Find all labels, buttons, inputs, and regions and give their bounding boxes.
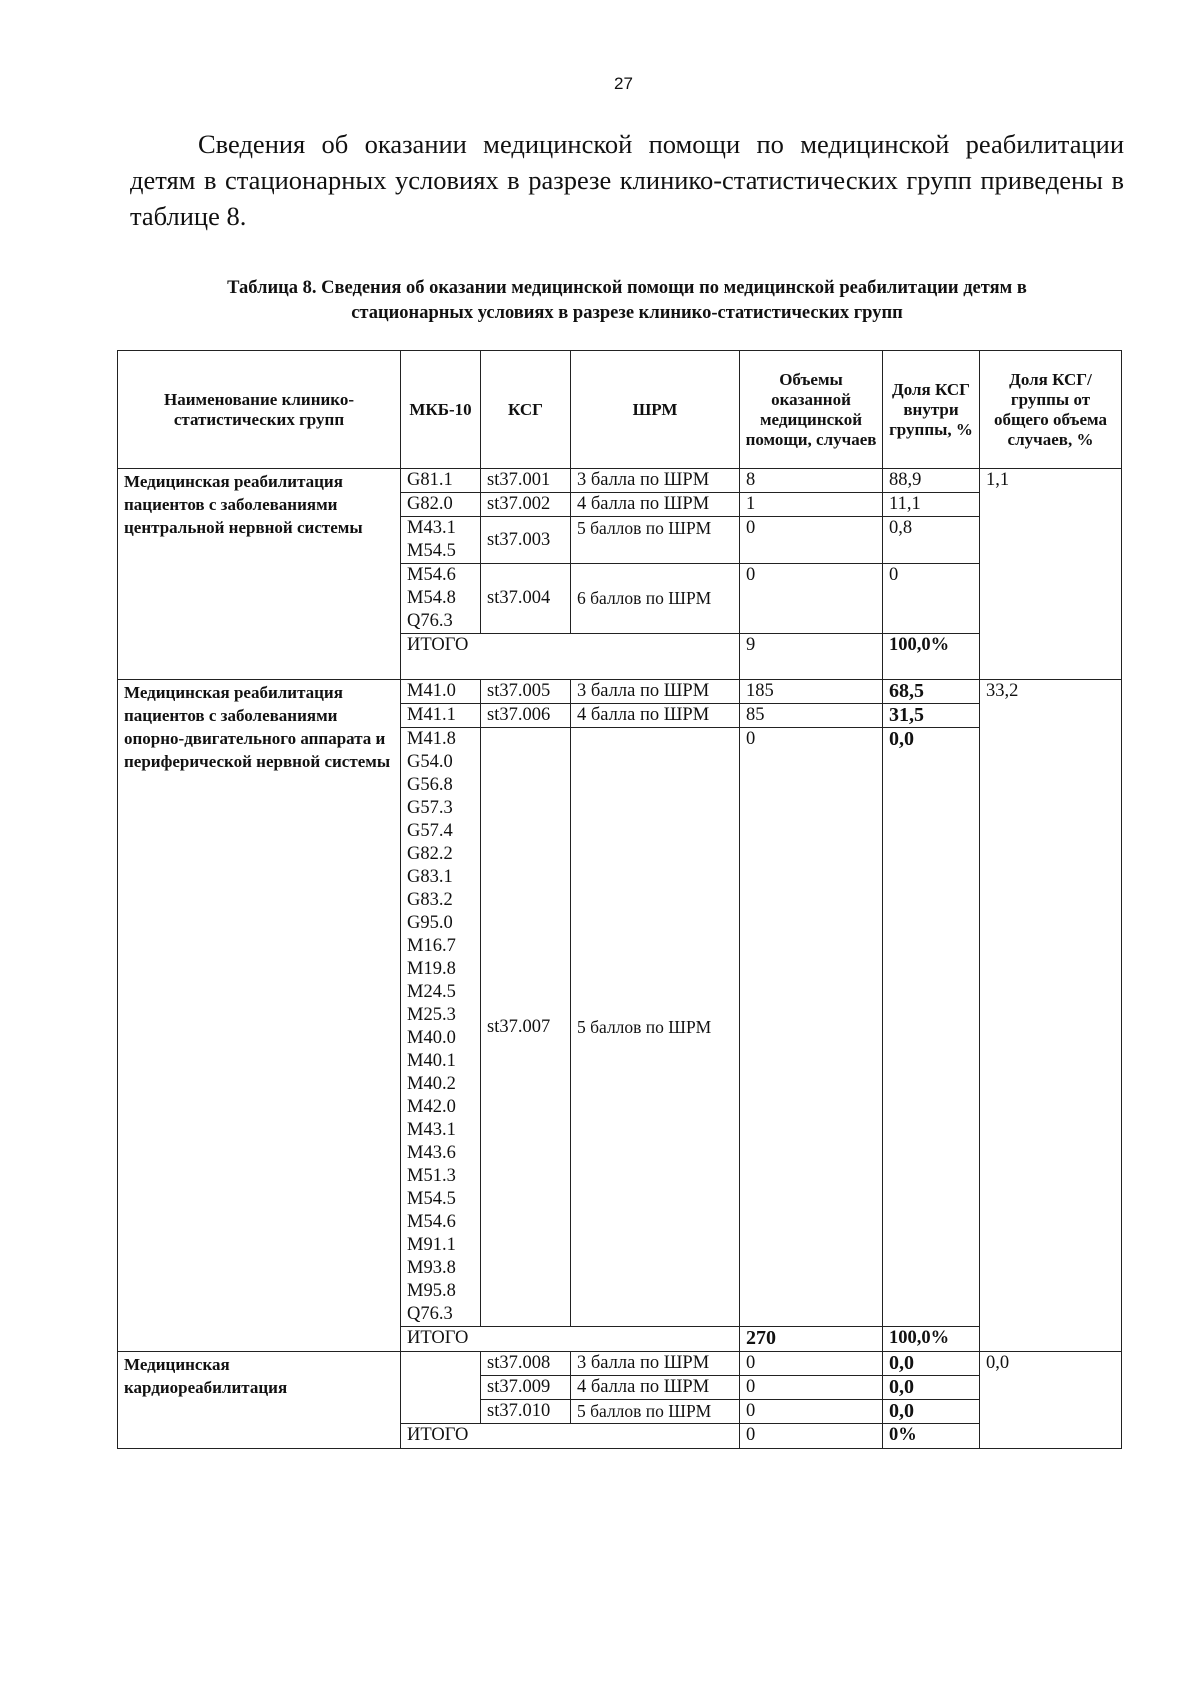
ksg-cell: st37.003: [481, 517, 571, 564]
ksg-cell: st37.009: [481, 1376, 571, 1400]
ksg-cell: st37.007: [481, 728, 571, 1327]
share-cell: 68,5: [883, 680, 980, 704]
share-total-cell: 33,2: [980, 680, 1122, 1352]
shrm-cell: 6 баллов по ШРМ: [571, 564, 740, 634]
shrm-cell: 3 балла по ШРМ: [571, 1352, 740, 1376]
volume-cell: 185: [740, 680, 883, 704]
ksg-cell: st37.008: [481, 1352, 571, 1376]
share-cell: 11,1: [883, 493, 980, 517]
total-label: ИТОГО: [401, 1424, 740, 1449]
total-volume: 9: [740, 634, 883, 680]
group-name-cell: Медицинская кардиореабилитация: [118, 1352, 401, 1449]
share-total-cell: 0,0: [980, 1352, 1122, 1449]
mkb-cell: M41.1: [401, 704, 481, 728]
ksg-cell: st37.002: [481, 493, 571, 517]
shrm-cell: 4 балла по ШРМ: [571, 1376, 740, 1400]
volume-cell: 0: [740, 517, 883, 564]
mkb-cell: M43.1 M54.5: [401, 517, 481, 564]
mkb-cell: M41.0: [401, 680, 481, 704]
mkb-cell: G82.0: [401, 493, 481, 517]
share-cell: 31,5: [883, 704, 980, 728]
total-share: 0%: [883, 1424, 980, 1449]
mkb-cell: [401, 1352, 481, 1424]
header-mkb: МКБ-10: [401, 351, 481, 469]
volume-cell: 1: [740, 493, 883, 517]
ksg-cell: st37.006: [481, 704, 571, 728]
table-row: [118, 1352, 1122, 1376]
total-label: ИТОГО: [401, 634, 740, 680]
ksg-cell: st37.001: [481, 469, 571, 493]
header-ksg: КСГ: [481, 351, 571, 469]
total-share: 100,0%: [883, 1327, 980, 1352]
group-name-cell: Медицинская реабилитация пациентов с заболеваниями центральной нервной системы: [118, 469, 401, 680]
shrm-cell: 5 баллов по ШРМ: [571, 1400, 740, 1424]
volume-cell: 85: [740, 704, 883, 728]
caption-line-2: стационарных условиях в разрезе клинико-статистических групп: [351, 303, 903, 323]
header-share-in-group: Доля КСГ внутри группы, %: [883, 351, 980, 469]
header-share-total: Доля КСГ/группы от общего объема случаев, %: [980, 351, 1122, 469]
volume-cell: 0: [740, 728, 883, 1327]
shrm-cell: 3 балла по ШРМ: [571, 469, 740, 493]
table-row: [118, 680, 1122, 704]
ksg-cell: st37.005: [481, 680, 571, 704]
total-share: 100,0%: [883, 634, 980, 680]
header-shrm: ШРМ: [571, 351, 740, 469]
share-cell: 0: [883, 564, 980, 634]
page-number: 27: [614, 74, 633, 93]
group-name-cell: Медицинская реабилитация пациентов с заболеваниями опорно-двигательного аппарата и периферической нервной системы: [118, 680, 401, 1352]
mkb-cell: M54.6 M54.8 Q76.3: [401, 564, 481, 634]
share-cell: 0,8: [883, 517, 980, 564]
volume-cell: 0: [740, 1376, 883, 1400]
ksg-cell: st37.004: [481, 564, 571, 634]
intro-paragraph: [130, 126, 1124, 234]
shrm-cell: 5 баллов по ШРМ: [571, 728, 740, 1327]
volume-cell: 0: [740, 1352, 883, 1376]
shrm-cell: 5 баллов по ШРМ: [571, 517, 740, 564]
shrm-cell: 4 балла по ШРМ: [571, 493, 740, 517]
total-label: ИТОГО: [401, 1327, 740, 1352]
share-cell: 88,9: [883, 469, 980, 493]
volume-cell: 0: [740, 564, 883, 634]
mkb-cell: G81.1: [401, 469, 481, 493]
header-group-name: Наименование клинико-статистических групп: [118, 351, 401, 469]
share-cell: 0,0: [883, 1376, 980, 1400]
table-header-row: [118, 351, 1122, 469]
ksg-cell: st37.010: [481, 1400, 571, 1424]
total-volume: 0: [740, 1424, 883, 1449]
volume-cell: 8: [740, 469, 883, 493]
share-cell: 0,0: [883, 1400, 980, 1424]
caption-line-1: Таблица 8. Сведения об оказании медицинской помощи по медицинской реабилитации детям в: [227, 278, 1027, 298]
shrm-cell: 3 балла по ШРМ: [571, 680, 740, 704]
mkb-cell: M41.8 G54.0 G56.8 G57.3 G57.4 G82.2 G83.1 G83.2 G95.0 M16.7 M19.8 M24.5 M25.3 M40.0 M40.1 M40.2 M42.0 M43.1 M43.6 M51.3 M54.5 M54.6 M91.1 M93.8 M95.8 Q76.3: [401, 728, 481, 1327]
volume-cell: 0: [740, 1400, 883, 1424]
total-volume: 270: [740, 1327, 883, 1352]
share-total-cell: 1,1: [980, 469, 1122, 680]
rehab-table: [117, 350, 1122, 1449]
shrm-cell: 4 балла по ШРМ: [571, 704, 740, 728]
table-row: [118, 469, 1122, 493]
intro-text: Сведения об оказании медицинской помощи по медицинской реабилитации детям в стационарных условиях в разрезе клинико-статистических групп приведены в таблице 8.: [130, 129, 1124, 231]
share-cell: 0,0: [883, 728, 980, 1327]
header-volume: Объемы оказанной медицинской помощи, случаев: [740, 351, 883, 469]
table-caption: [130, 276, 1124, 326]
share-cell: 0,0: [883, 1352, 980, 1376]
